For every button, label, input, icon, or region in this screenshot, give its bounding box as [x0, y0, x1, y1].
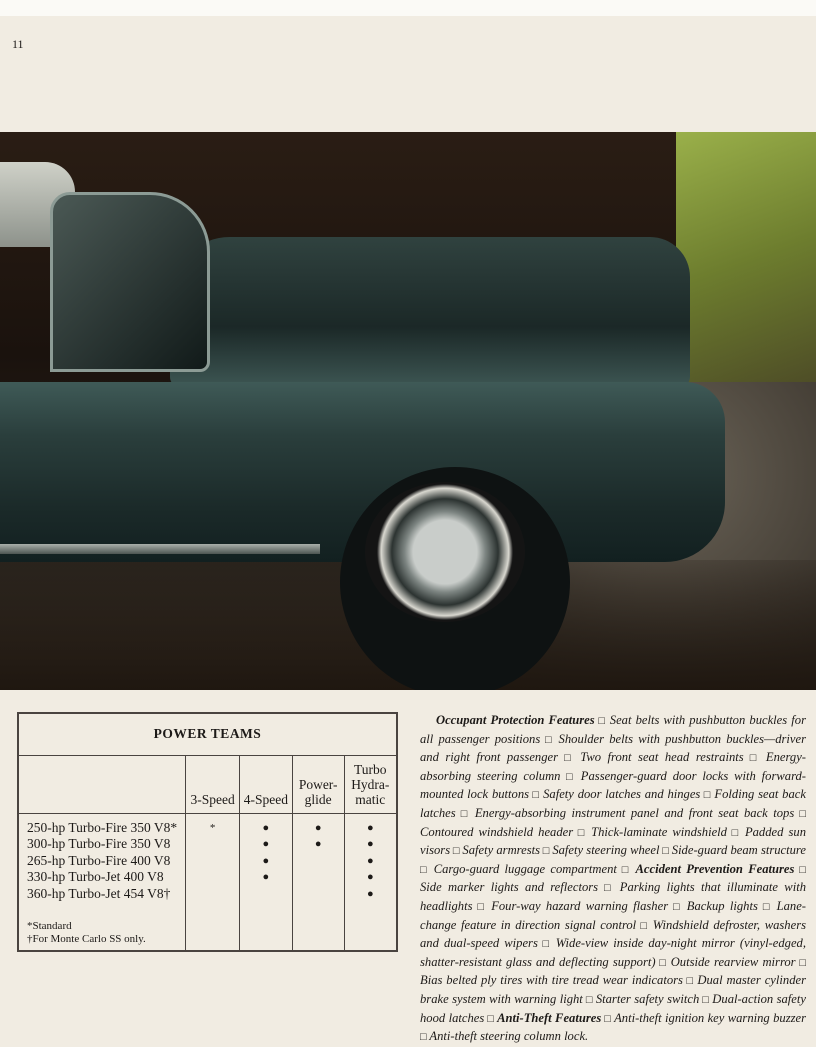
- feature-item: Side marker lights and reflectors: [420, 880, 599, 895]
- empty-cell: [293, 853, 344, 870]
- checkbox-bullet-icon: □: [700, 789, 715, 802]
- available-dot: ●: [366, 838, 374, 850]
- checkbox-bullet-icon: □: [659, 845, 672, 858]
- feature-item: Safety door latches and hinges: [543, 787, 701, 802]
- feature-item: Outside rearview mirror: [670, 954, 796, 969]
- column-header: Power- glide: [292, 755, 344, 813]
- transmission-column: [292, 813, 344, 951]
- checkbox-bullet-icon: □: [636, 919, 653, 932]
- table-title: POWER TEAMS: [18, 713, 397, 755]
- checkbox-bullet-icon: □: [726, 826, 745, 839]
- checkbox-bullet-icon: □: [558, 752, 581, 765]
- safety-features-text: [420, 712, 806, 1047]
- checkbox-bullet-icon: □: [655, 956, 671, 969]
- feature-item: Thick-laminate windshield: [591, 824, 727, 839]
- engine-name: 265-hp Turbo-Fire 400 V8: [27, 852, 171, 868]
- footnotes: [27, 920, 146, 946]
- transmission-column: [186, 813, 240, 951]
- available-dot: ●: [262, 871, 270, 883]
- feature-item: Passenger-guard door locks with forward-mounted lock buttons: [420, 768, 806, 802]
- feature-item: Anti-theft steering column lock.: [429, 1029, 589, 1044]
- feature-item: Backup lights: [686, 898, 758, 913]
- feature-item: Safety armrests: [462, 843, 540, 858]
- feature-item: Two front seat head restraints: [580, 750, 744, 765]
- checkbox-bullet-icon: □: [598, 882, 620, 895]
- checkbox-bullet-icon: □: [540, 845, 553, 858]
- checkbox-bullet-icon: □: [540, 733, 559, 746]
- feature-item: Folding seat back latches: [420, 787, 806, 820]
- checkbox-bullet-icon: □: [795, 956, 806, 969]
- feature-category: Anti-Theft Features: [497, 1010, 602, 1025]
- engine-name: 300-hp Turbo-Fire 350 V8: [27, 836, 171, 851]
- car-side-trim: [0, 544, 320, 554]
- engine-name: 360-hp Turbo-Jet 454 V8†: [27, 885, 171, 901]
- checkbox-bullet-icon: □: [699, 993, 713, 1006]
- empty-cell: [186, 886, 239, 903]
- feature-item: Energy-absorbing instrument panel and front seat back tops: [474, 805, 795, 820]
- feature-item: Dual master cylinder brake system with warning light: [420, 973, 806, 1006]
- checkbox-bullet-icon: □: [601, 1012, 615, 1025]
- transmission-column: [344, 813, 397, 951]
- checkbox-bullet-icon: □: [560, 770, 581, 783]
- checkbox-bullet-icon: □: [455, 807, 475, 820]
- checkbox-bullet-icon: □: [743, 752, 766, 765]
- engine-name: 250-hp Turbo-Fire 350 V8*: [27, 819, 178, 835]
- available-dot: ●: [366, 887, 374, 900]
- power-teams-table: [17, 712, 398, 952]
- page-top-edge: [0, 0, 816, 16]
- available-dot: ●: [366, 821, 374, 834]
- feature-item: Parking lights that illuminate with headlights: [420, 880, 806, 913]
- checkbox-bullet-icon: □: [484, 1012, 498, 1025]
- empty-cell: [293, 886, 344, 903]
- empty-cell: [186, 853, 239, 870]
- engine-name: 330-hp Turbo-Jet 400 V8: [27, 869, 164, 884]
- feature-item: Shoulder belts with pushbutton buckles—driver and right front passenger: [420, 731, 806, 765]
- available-dot: ●: [262, 838, 270, 850]
- checkbox-bullet-icon: □: [537, 938, 556, 951]
- feature-item: Energy-absorbing steering column: [420, 750, 806, 783]
- feature-item: Wide-view inside day-night mirror (vinyl-edged, shatter-resistant glass and deflecting support): [420, 936, 806, 969]
- empty-cell: [240, 886, 292, 903]
- feature-item: Bias belted ply tires with tire tread wear indicators: [420, 973, 683, 988]
- available-dot: ●: [314, 838, 322, 850]
- empty-cell: [186, 836, 239, 853]
- car-rear-deck: [170, 237, 690, 387]
- feature-item: Safety steering wheel: [552, 843, 660, 858]
- footnote: *Standard: [27, 920, 72, 932]
- checkbox-bullet-icon: □: [529, 789, 544, 802]
- feature-category: Accident Prevention Features: [635, 861, 795, 876]
- checkbox-bullet-icon: □: [472, 900, 492, 913]
- available-dot: ●: [366, 871, 374, 883]
- checkbox-bullet-icon: □: [794, 863, 806, 876]
- checkbox-bullet-icon: □: [682, 975, 698, 988]
- checkbox-bullet-icon: □: [420, 863, 434, 876]
- feature-item: Anti-theft ignition key warning buzzer: [614, 1010, 806, 1025]
- column-header: Turbo Hydra- matic: [344, 755, 397, 813]
- checkbox-bullet-icon: □: [794, 807, 806, 820]
- standard-mark: *: [209, 821, 216, 834]
- checkbox-bullet-icon: □: [594, 715, 610, 727]
- feature-item: Padded sun visors: [420, 824, 806, 858]
- feature-item: Cargo-guard luggage compartment: [433, 861, 617, 876]
- checkbox-bullet-icon: □: [573, 826, 592, 839]
- transmission-column: [239, 813, 292, 951]
- feature-item: Seat belts with pushbutton buckles for all passenger positions: [420, 713, 806, 746]
- empty-cell: [293, 869, 344, 886]
- feature-item: Side-guard beam structure: [671, 843, 806, 858]
- feature-item: Starter safety switch: [595, 991, 700, 1006]
- column-header: 3-Speed: [186, 755, 240, 813]
- feature-item: Four-way hazard warning flasher: [491, 898, 669, 913]
- feature-item: Dual-action safety hood latches: [420, 991, 806, 1025]
- available-dot: ●: [262, 854, 270, 867]
- feature-category: Occupant Protection Features: [436, 713, 595, 727]
- available-dot: ●: [366, 854, 374, 867]
- checkbox-bullet-icon: □: [420, 1031, 430, 1044]
- footnote: †For Monte Carlo SS only.: [27, 933, 146, 945]
- empty-cell: [186, 869, 239, 886]
- checkbox-bullet-icon: □: [582, 993, 596, 1006]
- car-wheel: [365, 482, 525, 622]
- page-number: 11: [12, 37, 24, 51]
- checkbox-bullet-icon: □: [450, 845, 463, 858]
- car-photo: [0, 132, 816, 690]
- column-header: 4-Speed: [239, 755, 292, 813]
- feature-item: Lane-change feature in direction signal control: [420, 898, 806, 932]
- checkbox-bullet-icon: □: [668, 900, 687, 913]
- available-dot: ●: [314, 821, 322, 834]
- feature-item: Windshield defroster, washers and dual-speed wipers: [420, 917, 806, 951]
- feature-item: Contoured windshield header: [420, 824, 574, 839]
- grass-background: [676, 132, 816, 392]
- engine-column-header: [18, 755, 186, 813]
- checkbox-bullet-icon: □: [616, 863, 636, 876]
- engine-list: [18, 813, 186, 951]
- checkbox-bullet-icon: □: [757, 900, 777, 913]
- car-rear-window: [50, 192, 210, 372]
- available-dot: ●: [262, 821, 270, 834]
